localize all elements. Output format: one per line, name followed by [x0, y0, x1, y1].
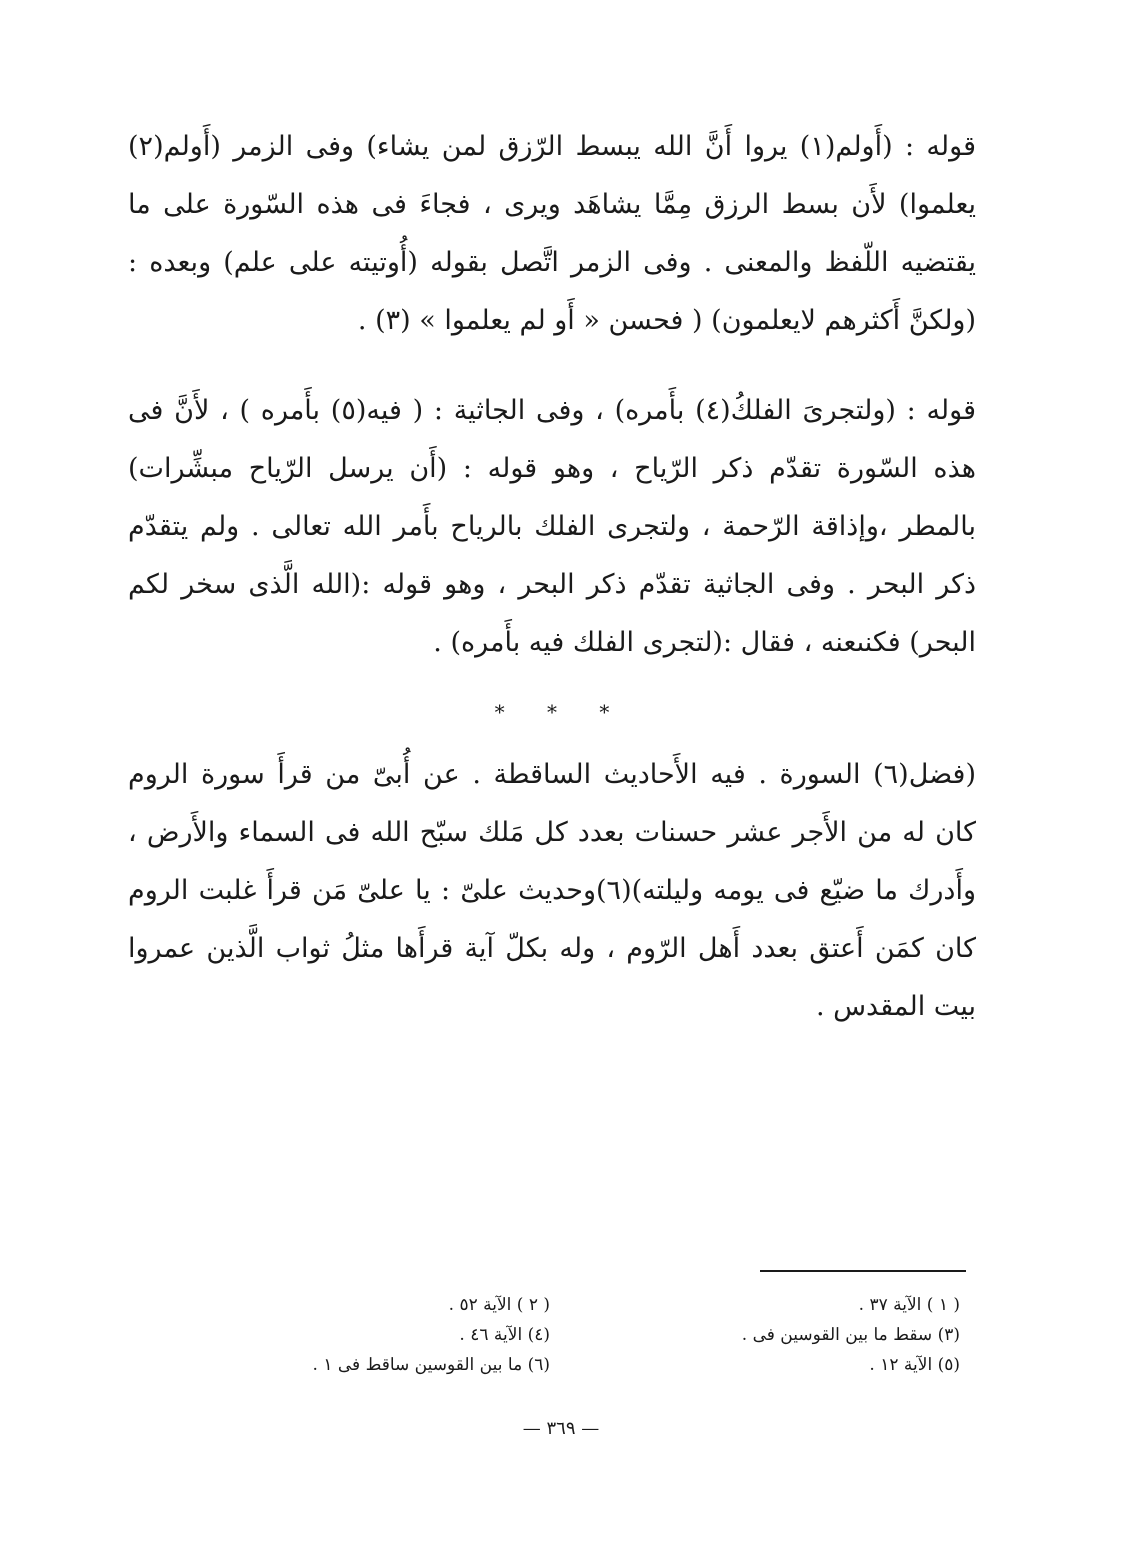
footnote-rule	[760, 1270, 966, 1272]
paragraph-2: قوله : (ولتجرىَ الفلكُ(٤) بأَمره) ، وفى الجاثية : ( فيه(٥) بأَمره ) ، لأَنَّ فى هذه السّورة تقدّم ذكر الرّياح ، وهو قوله : (أَن يرسل الرّياح مبشِّرات) بالمطر ،وإذاقة الرّحمة ، ولتجرى الفلك بالرياح بأَمر الله تعالى . ولم يتقدّم ذكر البحر . وفى الجاثية تقدّم ذكر البحر ، وهو قوله :(الله الَّذى سخر لكم البحر) فكنىعنه ، فقال :(لتجرى الفلك فيه بأَمره) .	[128, 395, 976, 658]
footnote-row	[140, 1320, 960, 1350]
footnote-row	[140, 1290, 960, 1320]
paragraph-3: (فضل(٦) السورة . فيه الأَحاديث الساقطة . عن أُبىّ من قرأَ سورة الروم كان له من الأَجر عشر حسنات بعدد كل مَلك سبّح الله فى السماء والأَرض ، وأَدرك ما ضيّع فى يومه وليلته)(٦)وحديث علىّ : يا علىّ مَن قرأَ غلبت الروم كان كمَن أَعتق بعدد أَهل الرّوم ، وله بكلّ آية قرأَها مثلُ ثواب الَّذين عمروا بيت المقدس .	[128, 759, 976, 1022]
footnote-row	[140, 1350, 960, 1380]
page-number: — ٣٦٩ —	[522, 1418, 600, 1439]
paragraph-3-block	[128, 746, 976, 1036]
footnotes	[140, 1290, 960, 1380]
paragraph-2-block	[128, 382, 976, 672]
footnote-4: (٤) الآية ٤٦ .	[459, 1325, 550, 1345]
footnote-1: ( ١ ) الآية ٣٧ .	[858, 1295, 960, 1315]
footnote-2: ( ٢ ) الآية ٥٢ .	[448, 1295, 550, 1315]
section-separator: * * *	[494, 700, 628, 724]
paragraph-1: قوله : (أَولم(١) يروا أَنَّ الله يبسط الرّزق لمن يشاء) وفى الزمر (أَولم(٢) يعلموا) لأَن بسط الرزق مِمَّا يشاهَد ويرى ، فجاءَ فى هذه السّورة على ما يقتضيه اللّفظ والمعنى . وفى الزمر اتَّصل بقوله (أُوتيته على علم) وبعده : (ولكنَّ أَكثرهم لايعلمون) ( فحسن « أَو لم يعلموا » (٣) .	[128, 131, 976, 336]
footnote-5: (٥) الآية ١٢ .	[869, 1355, 960, 1375]
footnote-3: (٣) سقط ما بين القوسين فى .	[741, 1325, 960, 1345]
paragraph-1-block	[128, 118, 976, 350]
footnote-6: (٦) ما بين القوسين ساقط فى ١ .	[312, 1355, 550, 1375]
